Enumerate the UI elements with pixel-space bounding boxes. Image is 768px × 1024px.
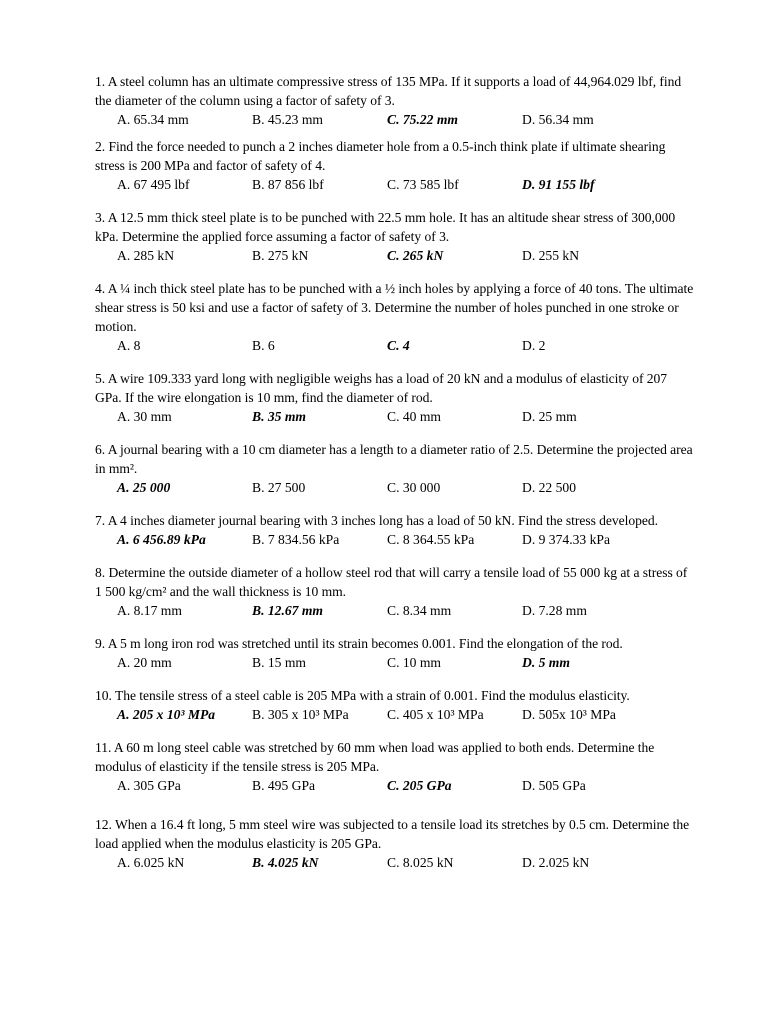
question-sheet xyxy=(95,72,695,892)
answer-option: D. 22 500 xyxy=(522,480,576,495)
answer-option: D. 7.28 mm xyxy=(522,603,587,618)
answer-option: C. 405 x 10³ MPa xyxy=(387,707,484,722)
answer-options xyxy=(117,705,695,724)
answer-option: B. 87 856 lbf xyxy=(252,177,324,192)
answer-options xyxy=(117,478,695,497)
correct-answer-option: C. 205 GPa xyxy=(387,778,452,793)
answer-option: B. 7 834.56 kPa xyxy=(252,532,340,547)
answer-option: C. 8 364.55 kPa xyxy=(387,532,475,547)
answer-option: D. 2 xyxy=(522,338,546,353)
answer-option: A. 30 mm xyxy=(117,409,172,424)
answer-option: A. 20 mm xyxy=(117,655,172,670)
question-text: 1. A steel column has an ultimate compressive stress of 135 MPa. If it supports a load of 44,964.029 lbf, find the diameter of the column using a factor of safety of 3. xyxy=(95,74,682,108)
answer-option: A. 6.025 kN xyxy=(117,855,185,870)
answer-option: B. 27 500 xyxy=(252,480,306,495)
answer-option: C. 10 mm xyxy=(387,655,442,670)
question-4 xyxy=(95,279,695,355)
answer-options xyxy=(117,336,695,355)
question-10 xyxy=(95,686,695,724)
answer-option: D. 9 374.33 kPa xyxy=(522,532,610,547)
answer-option: C. 8.025 kN xyxy=(387,855,454,870)
answer-option: B. 6 xyxy=(252,338,275,353)
answer-option: B. 275 kN xyxy=(252,248,309,263)
correct-answer-option: B. 35 mm xyxy=(252,409,307,424)
correct-answer-option: A. 205 x 10³ MPa xyxy=(117,707,216,722)
answer-option: A. 8 xyxy=(117,338,141,353)
answer-option: D. 2.025 kN xyxy=(522,855,590,870)
question-text: 10. The tensile stress of a steel cable is 205 MPa with a strain of 0.001. Find the modulus elasticity. xyxy=(95,688,630,703)
answer-option: C. 8.34 mm xyxy=(387,603,452,618)
question-text: 7. A 4 inches diameter journal bearing with 3 inches long has a load of 50 kN. Find the stress developed. xyxy=(95,513,658,528)
answer-options xyxy=(117,853,695,872)
question-text: 5. A wire 109.333 yard long with negligible weighs has a load of 20 kN and a modulus of elasticity of 207 GPa. If the wire elongation is 10 mm, find the diameter of rod. xyxy=(95,371,668,405)
correct-answer-option: D. 91 155 lbf xyxy=(522,177,595,192)
question-text: 4. A ¼ inch thick steel plate has to be punched with a ½ inch holes by applying a force of 40 tons. The ultimate shear stress is 50 ksi and use a factor of safety of 3. Determine the number of holes punched in one stroke or motion. xyxy=(95,281,694,334)
answer-option: D. 255 kN xyxy=(522,248,580,263)
answer-option: C. 30 000 xyxy=(387,480,441,495)
correct-answer-option: C. 4 xyxy=(387,338,410,353)
correct-answer-option: A. 6 456.89 kPa xyxy=(117,532,206,547)
answer-options xyxy=(117,407,695,426)
answer-options xyxy=(117,530,695,549)
correct-answer-option: D. 5 mm xyxy=(522,655,570,670)
question-text: 11. A 60 m long steel cable was stretched by 60 mm when load was applied to both ends. Determine the modulus of elasticity if the tensile stress is 205 MPa. xyxy=(95,740,655,774)
answer-options xyxy=(117,246,695,265)
answer-option: D. 505 GPa xyxy=(522,778,586,793)
question-text: 9. A 5 m long iron rod was stretched until its strain becomes 0.001. Find the elongation of the rod. xyxy=(95,636,623,651)
answer-option: D. 505x 10³ MPa xyxy=(522,707,616,722)
answer-option: B. 305 x 10³ MPa xyxy=(252,707,349,722)
question-text: 12. When a 16.4 ft long, 5 mm steel wire was subjected to a tensile load its stretches by 0.5 cm. Determine the load applied when the modulus elasticity is 205 GPa. xyxy=(95,817,690,851)
answer-option: A. 67 495 lbf xyxy=(117,177,190,192)
answer-option: C. 73 585 lbf xyxy=(387,177,459,192)
correct-answer-option: A. 25 000 xyxy=(117,480,171,495)
correct-answer-option: B. 4.025 kN xyxy=(252,855,319,870)
question-3 xyxy=(95,208,695,265)
answer-option: A. 285 kN xyxy=(117,248,175,263)
answer-option: B. 15 mm xyxy=(252,655,307,670)
answer-option: A. 8.17 mm xyxy=(117,603,182,618)
answer-options xyxy=(117,110,695,129)
question-text: 2. Find the force needed to punch a 2 inches diameter hole from a 0.5-inch think plate if ultimate shearing stress is 200 MPa and factor of safety of 4. xyxy=(95,139,666,173)
answer-options xyxy=(117,653,695,672)
correct-answer-option: C. 75.22 mm xyxy=(387,112,458,127)
answer-option: A. 305 GPa xyxy=(117,778,181,793)
question-8 xyxy=(95,563,695,620)
question-5 xyxy=(95,369,695,426)
answer-option: D. 56.34 mm xyxy=(522,112,594,127)
question-9 xyxy=(95,634,695,672)
question-1 xyxy=(95,72,695,129)
answer-option: D. 25 mm xyxy=(522,409,577,424)
answer-option: B. 45.23 mm xyxy=(252,112,323,127)
question-11 xyxy=(95,738,695,795)
question-7 xyxy=(95,511,695,549)
answer-option: C. 40 mm xyxy=(387,409,442,424)
question-text: 8. Determine the outside diameter of a hollow steel rod that will carry a tensile load of 55 000 kg at a stress of 1 500 kg/cm² and the wall thickness is 10 mm. xyxy=(95,565,688,599)
question-12 xyxy=(95,815,695,872)
answer-options xyxy=(117,601,695,620)
answer-options xyxy=(117,175,695,194)
correct-answer-option: B. 12.67 mm xyxy=(252,603,323,618)
question-2 xyxy=(95,137,695,194)
answer-option: B. 495 GPa xyxy=(252,778,316,793)
answer-options xyxy=(117,776,695,795)
question-text: 6. A journal bearing with a 10 cm diameter has a length to a diameter ratio of 2.5. Determine the projected area in mm². xyxy=(95,442,693,476)
question-6 xyxy=(95,440,695,497)
answer-option: A. 65.34 mm xyxy=(117,112,189,127)
question-text: 3. A 12.5 mm thick steel plate is to be punched with 22.5 mm hole. It has an altitude shear stress of 300,000 kPa. Determine the applied force assuming a factor of safety of 3. xyxy=(95,210,676,244)
correct-answer-option: C. 265 kN xyxy=(387,248,444,263)
